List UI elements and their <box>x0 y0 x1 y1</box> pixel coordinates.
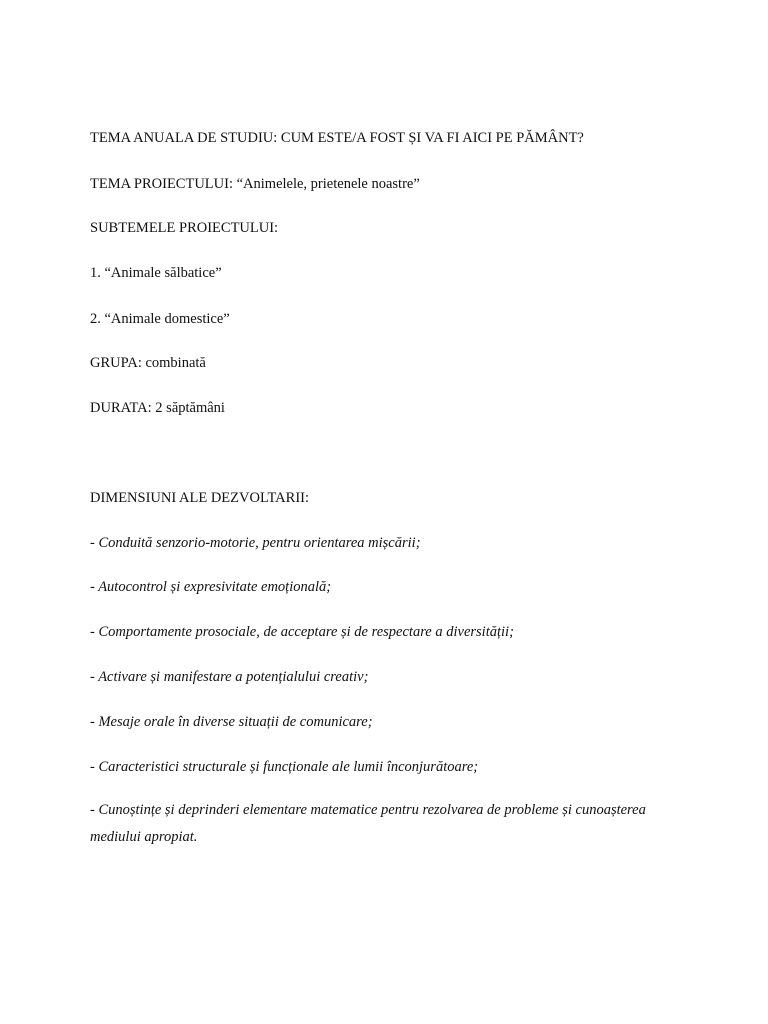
dimension-item: - Cunoștințe și deprinderi elementare matematice pentru rezolvarea de probleme și cunoașterea mediului apropiat. <box>90 802 646 845</box>
group-info: GRUPA: combinată <box>90 355 206 371</box>
project-theme: TEMA PROIECTULUI: “Animelele, prietenele noastre” <box>90 176 420 192</box>
dimension-item: - Conduită senzorio-motorie, pentru orientarea mișcării; <box>90 535 421 551</box>
dimension-item: - Autocontrol și expresivitate emoțională; <box>90 579 332 595</box>
subthemes-heading: SUBTEMELE PROIECTULUI: <box>90 220 279 236</box>
subtheme-item: 2. “Animale domestice” <box>90 311 230 327</box>
dimensions-heading: DIMENSIUNI ALE DEZVOLTARII: <box>90 490 310 506</box>
duration-info: DURATA: 2 săptămâni <box>90 400 225 416</box>
dimension-item: - Caracteristici structurale și funcționale ale lumii înconjurătoare; <box>90 759 479 775</box>
dimension-item: - Comportamente prosociale, de acceptare și de respectare a diversității; <box>90 624 514 640</box>
subtheme-item: 1. “Animale sălbatice” <box>90 265 222 281</box>
dimension-item: - Mesaje orale în diverse situații de comunicare; <box>90 714 373 730</box>
annual-theme: TEMA ANUALA DE STUDIU: CUM ESTE/A FOST ȘI VA FI AICI PE PĂMÂNT? <box>90 130 584 146</box>
dimension-item: - Activare și manifestare a potențialului creativ; <box>90 669 369 685</box>
